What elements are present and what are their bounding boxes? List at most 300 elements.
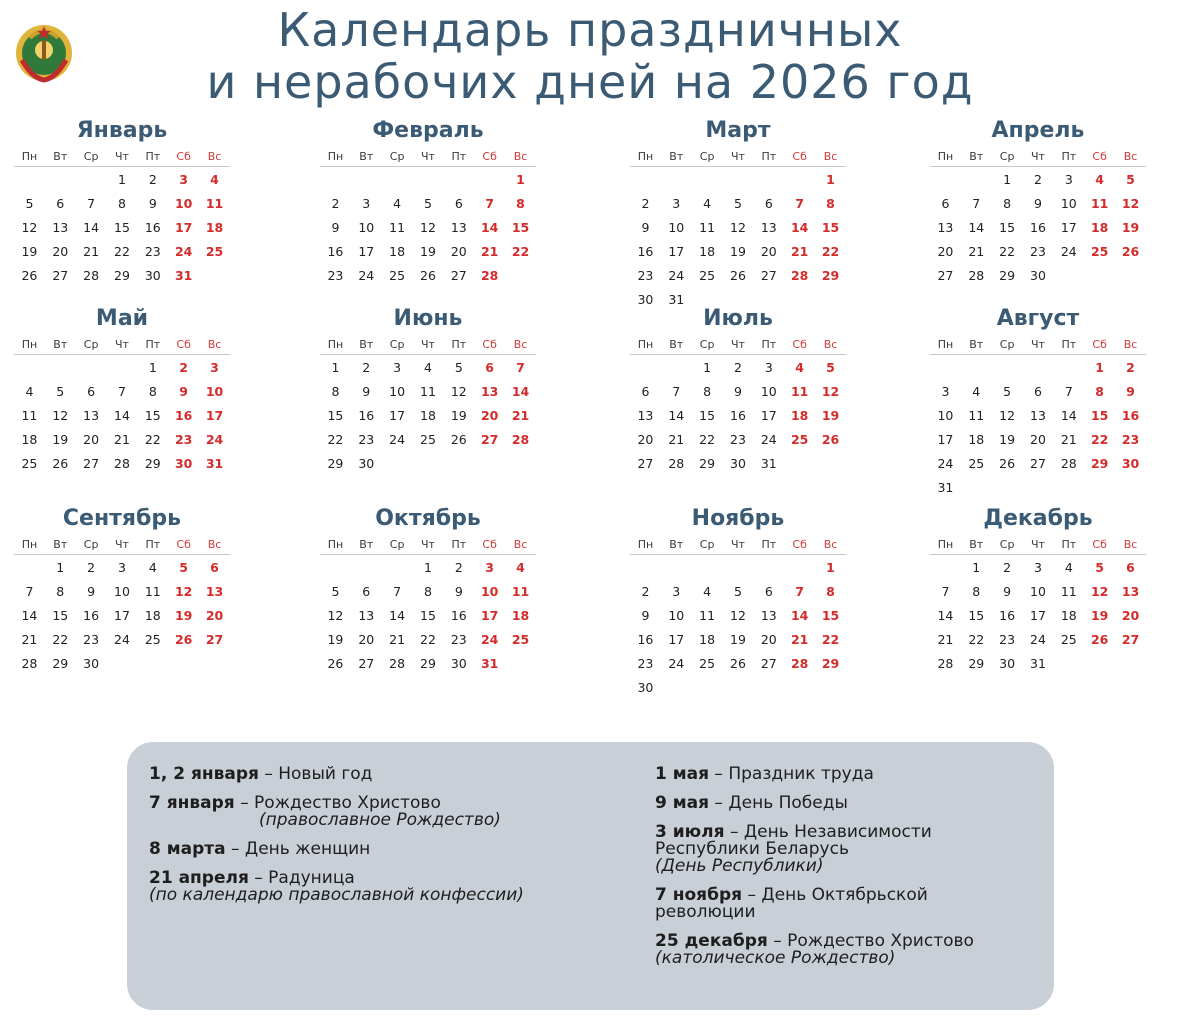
weekday-header: Пн	[320, 334, 351, 355]
day-cell: 4	[516, 559, 525, 575]
day-cell: 16	[637, 631, 654, 647]
day-cell: 12	[450, 383, 467, 399]
empty-cell	[692, 555, 723, 580]
day-cell: 23	[637, 655, 654, 671]
day-cell: 13	[760, 219, 777, 235]
week-row	[630, 167, 846, 192]
day-cell: 21	[21, 631, 38, 647]
day-cell: 13	[480, 383, 499, 399]
day-cell: 19	[730, 243, 746, 259]
day-cell: 13	[205, 583, 224, 599]
day-cell: 15	[821, 607, 840, 623]
weekday-header: Вт	[351, 334, 382, 355]
day-cell: 19	[327, 631, 344, 647]
holiday-item	[149, 795, 599, 829]
weekday-header: Вт	[351, 146, 382, 167]
day-cell: 30	[174, 455, 193, 471]
month-10	[320, 506, 536, 675]
holiday-date: 1, 2 января	[149, 764, 259, 784]
day-cell: 5	[56, 383, 65, 399]
day-cell: 18	[699, 243, 716, 259]
day-cell: 19	[21, 243, 38, 259]
day-cell: 12	[420, 219, 436, 235]
day-cell: 25	[1090, 243, 1109, 259]
day-cell: 7	[393, 583, 402, 599]
day-cell: 27	[760, 267, 777, 283]
month-name: Июнь	[393, 306, 463, 331]
weekday-header: Вс	[1115, 334, 1146, 355]
weekday-header: Чт	[413, 146, 444, 167]
day-cell: 2	[1033, 171, 1042, 187]
holiday-date: 7 ноября	[655, 885, 743, 905]
day-cell: 28	[790, 267, 809, 283]
weekday-header: Чт	[107, 534, 138, 555]
empty-cell	[474, 451, 505, 475]
empty-cell	[1115, 475, 1146, 499]
day-cell: 19	[420, 243, 436, 259]
weekday-header: Пн	[320, 146, 351, 167]
day-cell: 6	[56, 195, 65, 211]
week-row	[320, 603, 536, 627]
day-cell: 23	[358, 431, 375, 447]
day-cell: 15	[114, 219, 130, 235]
weekday-header: Пт	[753, 334, 784, 355]
weekday-header: Сб	[474, 534, 505, 555]
day-cell: 23	[83, 631, 100, 647]
day-cell: 21	[968, 243, 985, 259]
week-row	[930, 651, 1146, 675]
empty-cell	[14, 555, 45, 580]
month-1	[14, 118, 230, 287]
week-row	[14, 167, 230, 192]
day-cell: 29	[821, 655, 840, 671]
day-cell: 15	[999, 219, 1016, 235]
empty-cell	[961, 475, 992, 499]
day-cell: 14	[1060, 407, 1077, 423]
week-row	[930, 427, 1146, 451]
month-7	[630, 306, 846, 475]
empty-cell	[1053, 651, 1084, 675]
week-row	[14, 427, 230, 451]
weekday-header: Ср	[382, 146, 413, 167]
week-row	[630, 627, 846, 651]
day-cell: 20	[480, 407, 499, 423]
month-6	[320, 306, 536, 475]
empty-cell	[661, 555, 692, 580]
empty-cell	[784, 451, 815, 475]
day-cell: 20	[1030, 431, 1046, 447]
week-row	[14, 555, 230, 580]
day-cell: 6	[1033, 383, 1042, 399]
month-name: Апрель	[991, 118, 1085, 143]
empty-cell	[661, 167, 692, 192]
day-cell: 11	[1060, 583, 1077, 599]
month-grid	[630, 534, 846, 699]
day-cell: 20	[760, 631, 777, 647]
day-cell: 13	[1121, 583, 1140, 599]
day-cell: 7	[941, 583, 950, 599]
day-cell: 7	[25, 583, 34, 599]
day-cell: 2	[362, 359, 371, 375]
month-name: Сентябрь	[62, 506, 182, 531]
day-cell: 19	[1090, 607, 1109, 623]
title-line-1: Календарь праздничных	[277, 3, 903, 57]
day-cell: 2	[1003, 559, 1012, 575]
empty-cell	[930, 355, 961, 380]
month-name: Ноябрь	[691, 506, 785, 531]
day-cell: 3	[1064, 171, 1073, 187]
week-row	[14, 627, 230, 651]
day-cell: 14	[83, 219, 100, 235]
day-cell: 8	[516, 195, 525, 211]
week-row	[630, 263, 846, 287]
day-cell: 9	[1126, 383, 1135, 399]
day-cell: 27	[480, 431, 499, 447]
weekday-header: Вт	[961, 146, 992, 167]
day-cell: 20	[358, 631, 375, 647]
day-cell: 29	[821, 267, 840, 283]
weekday-header: Вс	[199, 146, 230, 167]
empty-cell	[1023, 475, 1054, 499]
month-grid	[320, 146, 536, 287]
day-cell: 2	[87, 559, 96, 575]
empty-cell	[753, 675, 784, 699]
day-cell: 25	[21, 455, 38, 471]
day-cell: 14	[968, 219, 985, 235]
day-cell: 9	[1033, 195, 1042, 211]
day-cell: 13	[358, 607, 375, 623]
day-cell: 8	[56, 583, 65, 599]
day-cell: 29	[968, 655, 985, 671]
holiday-item	[655, 933, 1030, 967]
empty-cell	[199, 651, 230, 675]
holiday-date: 3 июля	[655, 822, 725, 842]
weekday-header: Пт	[753, 534, 784, 555]
month-name: Август	[996, 306, 1080, 331]
week-row	[320, 355, 536, 380]
week-row	[930, 355, 1146, 380]
day-cell: 5	[733, 195, 742, 211]
day-cell: 28	[480, 267, 499, 283]
day-cell: 18	[511, 607, 530, 623]
weekday-header: Вс	[815, 146, 846, 167]
week-row	[320, 403, 536, 427]
week-row	[320, 579, 536, 603]
day-cell: 8	[331, 383, 340, 399]
day-cell: 10	[174, 195, 193, 211]
week-row	[930, 191, 1146, 215]
day-cell: 1	[1003, 171, 1012, 187]
day-cell: 27	[83, 455, 100, 471]
day-cell: 31	[174, 267, 193, 283]
day-cell: 14	[668, 407, 685, 423]
day-cell: 1	[56, 559, 65, 575]
empty-cell	[382, 555, 413, 580]
day-cell: 14	[389, 607, 406, 623]
day-cell: 2	[179, 359, 188, 375]
day-cell: 24	[668, 267, 685, 283]
week-row	[320, 555, 536, 580]
day-cell: 25	[389, 267, 406, 283]
day-cell: 17	[668, 631, 685, 647]
day-cell: 9	[1003, 583, 1012, 599]
empty-cell	[961, 167, 992, 192]
day-cell: 10	[937, 407, 954, 423]
holiday-note: (католическое Рождество)	[655, 948, 896, 968]
day-cell: 26	[1090, 631, 1109, 647]
day-cell: 8	[1095, 383, 1104, 399]
day-cell: 18	[1060, 607, 1077, 623]
weekday-header: Вс	[199, 534, 230, 555]
day-cell: 20	[760, 243, 777, 259]
empty-cell	[1053, 475, 1084, 499]
empty-cell	[661, 355, 692, 380]
day-cell: 16	[144, 219, 161, 235]
day-cell: 28	[1060, 455, 1077, 471]
weekday-header: Вс	[505, 334, 536, 355]
day-cell: 15	[968, 607, 985, 623]
day-cell: 13	[637, 407, 654, 423]
day-cell: 21	[1060, 431, 1077, 447]
weekday-header: Пт	[1053, 146, 1084, 167]
weekday-header: Пт	[1053, 534, 1084, 555]
weekday-header: Ср	[692, 146, 723, 167]
day-cell: 6	[485, 359, 494, 375]
day-cell: 15	[420, 607, 436, 623]
weekday-header: Ср	[992, 334, 1023, 355]
day-cell: 8	[1003, 195, 1012, 211]
empty-cell	[474, 167, 505, 192]
empty-cell	[753, 555, 784, 580]
week-row	[930, 403, 1146, 427]
day-cell: 30	[637, 291, 654, 307]
day-cell: 14	[21, 607, 38, 623]
day-cell: 27	[1030, 455, 1046, 471]
holiday-item	[655, 795, 1030, 812]
day-cell: 26	[420, 267, 436, 283]
day-cell: 25	[790, 431, 809, 447]
empty-cell	[168, 651, 199, 675]
week-row	[14, 191, 230, 215]
day-cell: 27	[937, 267, 954, 283]
holiday-item	[149, 841, 599, 858]
day-cell: 23	[1121, 431, 1140, 447]
weekday-header: Ср	[76, 146, 107, 167]
empty-cell	[351, 555, 382, 580]
day-cell: 29	[1090, 455, 1109, 471]
day-cell: 23	[637, 267, 654, 283]
day-cell: 18	[420, 407, 436, 423]
day-cell: 5	[1095, 559, 1104, 575]
day-cell: 31	[760, 455, 777, 471]
week-row	[320, 167, 536, 192]
week-row	[320, 215, 536, 239]
day-cell: 21	[790, 631, 809, 647]
day-cell: 1	[826, 559, 835, 575]
day-cell: 24	[668, 655, 685, 671]
day-cell: 22	[821, 631, 840, 647]
day-cell: 21	[937, 631, 954, 647]
empty-cell	[630, 355, 661, 380]
weekday-header: Ср	[992, 146, 1023, 167]
week-row	[320, 427, 536, 451]
day-cell: 9	[148, 195, 157, 211]
week-row	[930, 167, 1146, 192]
month-2	[320, 118, 536, 287]
empty-cell	[443, 167, 474, 192]
day-cell: 1	[148, 359, 157, 375]
day-cell: 14	[937, 607, 954, 623]
day-cell: 21	[511, 407, 530, 423]
holiday-item	[655, 824, 1030, 875]
day-cell: 11	[699, 607, 716, 623]
day-cell: 21	[790, 243, 809, 259]
day-cell: 5	[733, 583, 742, 599]
week-row	[630, 427, 846, 451]
week-row	[14, 579, 230, 603]
day-cell: 22	[821, 243, 840, 259]
holiday-date: 7 января	[149, 793, 235, 813]
weekday-header: Пн	[630, 146, 661, 167]
weekday-header: Сб	[1084, 534, 1115, 555]
day-cell: 6	[87, 383, 96, 399]
day-cell: 11	[790, 383, 809, 399]
day-cell: 30	[358, 455, 375, 471]
day-cell: 3	[672, 195, 681, 211]
day-cell: 21	[389, 631, 406, 647]
weekday-header: Вс	[1115, 534, 1146, 555]
day-cell: 30	[637, 679, 654, 695]
weekday-header: Пн	[320, 534, 351, 555]
week-row	[320, 191, 536, 215]
day-cell: 15	[1090, 407, 1109, 423]
day-cell: 22	[968, 631, 985, 647]
weekday-header: Пт	[137, 334, 168, 355]
day-cell: 5	[1126, 171, 1135, 187]
weekday-header: Чт	[723, 334, 754, 355]
day-cell: 11	[21, 407, 38, 423]
empty-cell	[351, 167, 382, 192]
month-grid	[630, 146, 846, 311]
day-cell: 1	[331, 359, 340, 375]
day-cell: 9	[641, 219, 650, 235]
day-cell: 15	[699, 407, 716, 423]
day-cell: 16	[358, 407, 375, 423]
day-cell: 27	[637, 455, 654, 471]
empty-cell	[107, 651, 138, 675]
empty-cell	[1053, 355, 1084, 380]
day-cell: 26	[999, 455, 1016, 471]
empty-cell	[1084, 651, 1115, 675]
month-5	[14, 306, 230, 475]
holiday-note: (День Республики)	[655, 856, 824, 876]
day-cell: 19	[174, 607, 193, 623]
month-grid	[14, 534, 230, 675]
week-row	[14, 403, 230, 427]
day-cell: 26	[730, 267, 746, 283]
day-cell: 15	[144, 407, 161, 423]
weekday-header: Пт	[443, 534, 474, 555]
page-title	[0, 4, 1180, 108]
day-cell: 26	[174, 631, 193, 647]
day-cell: 2	[454, 559, 463, 575]
weekday-header: Чт	[107, 146, 138, 167]
week-row	[14, 651, 230, 675]
month-name: Июль	[703, 306, 773, 331]
day-cell: 5	[454, 359, 463, 375]
day-cell: 18	[790, 407, 809, 423]
empty-cell	[1115, 263, 1146, 287]
month-3	[630, 118, 846, 311]
day-cell: 17	[389, 407, 406, 423]
day-cell: 8	[703, 383, 712, 399]
day-cell: 5	[423, 195, 432, 211]
day-cell: 1	[117, 171, 126, 187]
empty-cell	[1084, 475, 1115, 499]
day-cell: 12	[730, 607, 746, 623]
weekday-header: Вт	[661, 534, 692, 555]
day-cell: 14	[790, 219, 809, 235]
day-cell: 24	[480, 631, 499, 647]
week-row	[930, 263, 1146, 287]
day-cell: 31	[1030, 655, 1046, 671]
day-cell: 17	[1030, 607, 1046, 623]
day-cell: 19	[999, 431, 1016, 447]
day-cell: 9	[733, 383, 742, 399]
week-row	[630, 675, 846, 699]
empty-cell	[1084, 263, 1115, 287]
empty-cell	[320, 555, 351, 580]
weekday-header: Ср	[692, 334, 723, 355]
day-cell: 22	[699, 431, 716, 447]
week-row	[630, 215, 846, 239]
day-cell: 8	[148, 383, 157, 399]
day-cell: 11	[968, 407, 985, 423]
day-cell: 13	[1030, 407, 1046, 423]
day-cell: 2	[641, 195, 650, 211]
day-cell: 13	[83, 407, 100, 423]
empty-cell	[382, 451, 413, 475]
day-cell: 30	[450, 655, 467, 671]
day-cell: 13	[760, 607, 777, 623]
weekday-header: Ср	[382, 534, 413, 555]
day-cell: 16	[730, 407, 746, 423]
holiday-date: 25 декабря	[655, 931, 768, 951]
day-cell: 28	[968, 267, 985, 283]
day-cell: 28	[668, 455, 685, 471]
week-row	[14, 215, 230, 239]
empty-cell	[137, 651, 168, 675]
day-cell: 3	[1033, 559, 1042, 575]
day-cell: 6	[941, 195, 950, 211]
empty-cell	[784, 555, 815, 580]
empty-cell	[784, 675, 815, 699]
day-cell: 11	[699, 219, 716, 235]
day-cell: 26	[52, 455, 69, 471]
day-cell: 22	[52, 631, 69, 647]
month-name: Октябрь	[375, 506, 481, 531]
day-cell: 5	[826, 359, 835, 375]
day-cell: 11	[1090, 195, 1109, 211]
day-cell: 5	[25, 195, 34, 211]
day-cell: 24	[205, 431, 224, 447]
day-cell: 8	[423, 583, 432, 599]
day-cell: 16	[999, 607, 1016, 623]
day-cell: 28	[114, 455, 130, 471]
day-cell: 23	[450, 631, 467, 647]
day-cell: 27	[450, 267, 467, 283]
empty-cell	[815, 675, 846, 699]
